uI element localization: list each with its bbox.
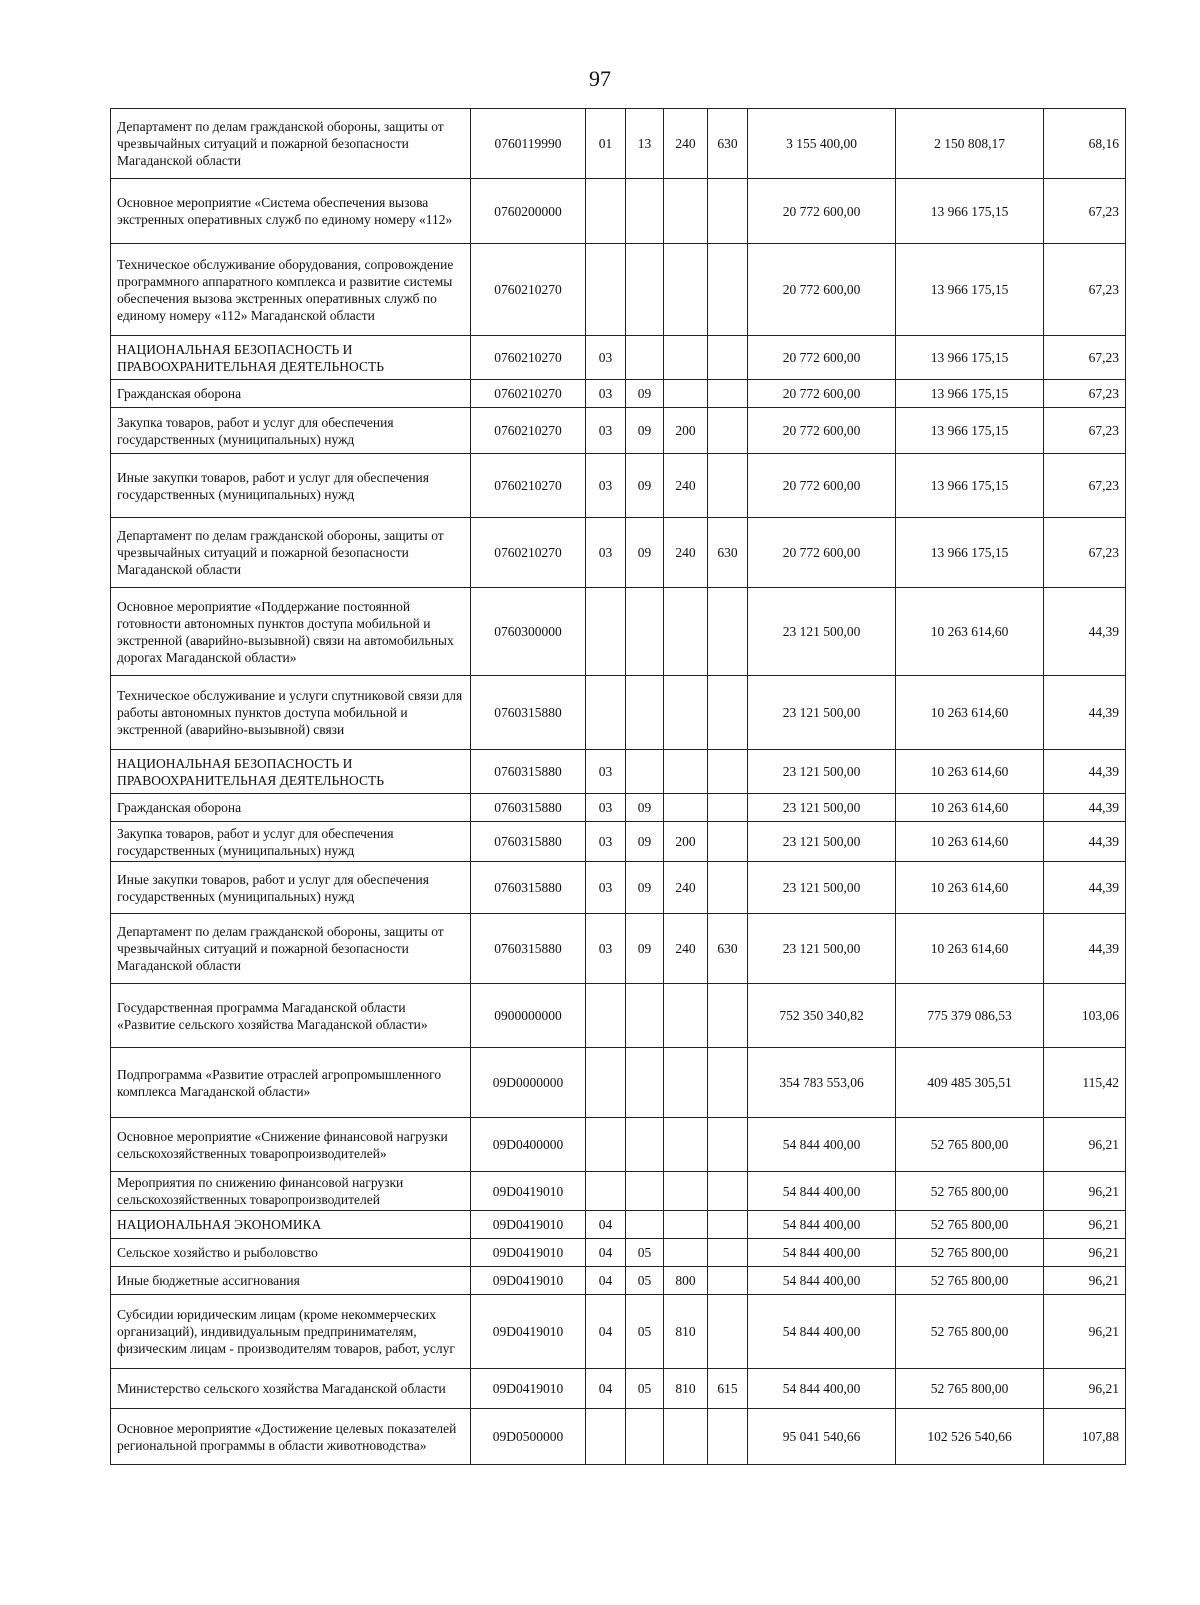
row-expense-type: 240 <box>664 862 708 914</box>
row-csr-code: 0760210270 <box>471 336 586 380</box>
row-fact-amount: 52 765 800,00 <box>896 1211 1044 1239</box>
row-plan-amount: 54 844 400,00 <box>748 1267 896 1295</box>
table-row <box>111 1172 1126 1211</box>
row-percent: 67,23 <box>1044 244 1126 336</box>
row-section: 04 <box>586 1369 626 1409</box>
row-name: Закупка товаров, работ и услуг для обеспечения государственных (муниципальных) нужд <box>111 822 471 862</box>
row-fact-amount: 102 526 540,66 <box>896 1409 1044 1465</box>
row-expense-type: 240 <box>664 109 708 179</box>
row-subsection: 05 <box>626 1267 664 1295</box>
row-subsection: 09 <box>626 518 664 588</box>
table-row <box>111 1118 1126 1172</box>
table-row <box>111 750 1126 794</box>
row-expense-type <box>664 1409 708 1465</box>
row-plan-amount: 23 121 500,00 <box>748 914 896 984</box>
row-administrator <box>708 1172 748 1211</box>
table-row <box>111 1409 1126 1465</box>
row-percent: 44,39 <box>1044 588 1126 676</box>
row-percent: 67,23 <box>1044 380 1126 408</box>
row-csr-code: 0760315880 <box>471 676 586 750</box>
row-csr-code: 0900000000 <box>471 984 586 1048</box>
row-percent: 68,16 <box>1044 109 1126 179</box>
row-section <box>586 984 626 1048</box>
row-percent: 67,23 <box>1044 518 1126 588</box>
table-row <box>111 1239 1126 1267</box>
table-row <box>111 1295 1126 1369</box>
row-section: 03 <box>586 750 626 794</box>
row-name: Техническое обслуживание и услуги спутниковой связи для работы автономных пунктов доступа мобильной и экстренной (аварийно-вызывной) связи <box>111 676 471 750</box>
row-subsection <box>626 1118 664 1172</box>
row-percent: 96,21 <box>1044 1295 1126 1369</box>
row-subsection: 09 <box>626 862 664 914</box>
row-administrator <box>708 794 748 822</box>
row-fact-amount: 52 765 800,00 <box>896 1118 1044 1172</box>
row-expense-type <box>664 750 708 794</box>
row-expense-type: 240 <box>664 914 708 984</box>
row-plan-amount: 95 041 540,66 <box>748 1409 896 1465</box>
row-csr-code: 09D0419010 <box>471 1369 586 1409</box>
row-plan-amount: 23 121 500,00 <box>748 588 896 676</box>
row-subsection <box>626 1211 664 1239</box>
row-csr-code: 0760315880 <box>471 822 586 862</box>
row-plan-amount: 23 121 500,00 <box>748 794 896 822</box>
row-administrator <box>708 1295 748 1369</box>
row-name: Департамент по делам гражданской обороны, защиты от чрезвычайных ситуаций и пожарной безопасности Магаданской области <box>111 914 471 984</box>
row-percent: 67,23 <box>1044 454 1126 518</box>
row-expense-type <box>664 794 708 822</box>
row-percent: 96,21 <box>1044 1369 1126 1409</box>
row-name: НАЦИОНАЛЬНАЯ БЕЗОПАСНОСТЬ И ПРАВООХРАНИТЕЛЬНАЯ ДЕЯТЕЛЬНОСТЬ <box>111 750 471 794</box>
row-csr-code: 09D0419010 <box>471 1295 586 1369</box>
row-percent: 96,21 <box>1044 1239 1126 1267</box>
row-plan-amount: 20 772 600,00 <box>748 244 896 336</box>
row-plan-amount: 23 121 500,00 <box>748 822 896 862</box>
row-name: Гражданская оборона <box>111 794 471 822</box>
row-fact-amount: 52 765 800,00 <box>896 1267 1044 1295</box>
row-fact-amount: 13 966 175,15 <box>896 518 1044 588</box>
row-section: 03 <box>586 822 626 862</box>
row-administrator <box>708 1409 748 1465</box>
row-fact-amount: 52 765 800,00 <box>896 1172 1044 1211</box>
row-fact-amount: 13 966 175,15 <box>896 380 1044 408</box>
row-expense-type <box>664 244 708 336</box>
row-section: 04 <box>586 1211 626 1239</box>
row-fact-amount: 13 966 175,15 <box>896 179 1044 244</box>
row-expense-type: 240 <box>664 454 708 518</box>
row-percent: 67,23 <box>1044 179 1126 244</box>
row-name: Техническое обслуживание оборудования, сопровождение программного аппаратного комплекса и развитие системы обеспечения вызова экстренных оперативных служб по единому номеру «112» Магаданской области <box>111 244 471 336</box>
row-plan-amount: 23 121 500,00 <box>748 750 896 794</box>
table-row <box>111 588 1126 676</box>
row-plan-amount: 20 772 600,00 <box>748 179 896 244</box>
row-expense-type: 800 <box>664 1267 708 1295</box>
row-percent: 115,42 <box>1044 1048 1126 1118</box>
row-section: 03 <box>586 794 626 822</box>
row-subsection: 09 <box>626 454 664 518</box>
row-section: 03 <box>586 408 626 454</box>
row-fact-amount: 2 150 808,17 <box>896 109 1044 179</box>
row-expense-type <box>664 984 708 1048</box>
row-percent: 44,39 <box>1044 794 1126 822</box>
row-fact-amount: 10 263 614,60 <box>896 676 1044 750</box>
row-section: 03 <box>586 914 626 984</box>
row-csr-code: 09D0419010 <box>471 1172 586 1211</box>
budget-table <box>110 108 1126 1465</box>
row-expense-type <box>664 676 708 750</box>
row-section <box>586 1409 626 1465</box>
row-section <box>586 588 626 676</box>
row-csr-code: 0760210270 <box>471 518 586 588</box>
row-section <box>586 1048 626 1118</box>
row-subsection: 05 <box>626 1239 664 1267</box>
row-fact-amount: 409 485 305,51 <box>896 1048 1044 1118</box>
row-administrator <box>708 1267 748 1295</box>
table-row <box>111 794 1126 822</box>
row-fact-amount: 10 263 614,60 <box>896 822 1044 862</box>
row-csr-code: 09D0419010 <box>471 1239 586 1267</box>
row-subsection <box>626 588 664 676</box>
row-name: Подпрограмма «Развитие отраслей агропромышленного комплекса Магаданской области» <box>111 1048 471 1118</box>
row-csr-code: 0760210270 <box>471 380 586 408</box>
row-plan-amount: 20 772 600,00 <box>748 380 896 408</box>
row-csr-code: 0760200000 <box>471 179 586 244</box>
row-subsection: 05 <box>626 1295 664 1369</box>
row-administrator: 630 <box>708 109 748 179</box>
row-plan-amount: 54 844 400,00 <box>748 1295 896 1369</box>
row-expense-type: 200 <box>664 408 708 454</box>
row-administrator <box>708 676 748 750</box>
row-name: НАЦИОНАЛЬНАЯ ЭКОНОМИКА <box>111 1211 471 1239</box>
row-subsection: 09 <box>626 408 664 454</box>
table-row <box>111 380 1126 408</box>
row-subsection: 09 <box>626 380 664 408</box>
table-row <box>111 676 1126 750</box>
row-expense-type <box>664 1239 708 1267</box>
row-section <box>586 179 626 244</box>
row-section <box>586 244 626 336</box>
row-section: 03 <box>586 380 626 408</box>
row-name: Департамент по делам гражданской обороны, защиты от чрезвычайных ситуаций и пожарной безопасности Магаданской области <box>111 518 471 588</box>
row-administrator: 615 <box>708 1369 748 1409</box>
row-percent: 103,06 <box>1044 984 1126 1048</box>
row-fact-amount: 13 966 175,15 <box>896 454 1044 518</box>
row-name: Основное мероприятие «Снижение финансовой нагрузки сельскохозяйственных товаропроизводителей» <box>111 1118 471 1172</box>
row-subsection <box>626 179 664 244</box>
row-plan-amount: 20 772 600,00 <box>748 408 896 454</box>
row-name: Основное мероприятие «Достижение целевых показателей региональной программы в области животноводства» <box>111 1409 471 1465</box>
row-subsection: 09 <box>626 794 664 822</box>
row-fact-amount: 52 765 800,00 <box>896 1369 1044 1409</box>
table-row <box>111 1048 1126 1118</box>
row-percent: 67,23 <box>1044 408 1126 454</box>
row-percent: 96,21 <box>1044 1172 1126 1211</box>
row-plan-amount: 54 844 400,00 <box>748 1369 896 1409</box>
row-csr-code: 0760210270 <box>471 244 586 336</box>
row-plan-amount: 54 844 400,00 <box>748 1118 896 1172</box>
row-subsection: 13 <box>626 109 664 179</box>
row-fact-amount: 10 263 614,60 <box>896 588 1044 676</box>
row-percent: 96,21 <box>1044 1118 1126 1172</box>
row-csr-code: 0760315880 <box>471 750 586 794</box>
row-percent: 44,39 <box>1044 750 1126 794</box>
row-fact-amount: 10 263 614,60 <box>896 794 1044 822</box>
row-name: Основное мероприятие «Система обеспечения вызова экстренных оперативных служб по единому номеру «112» <box>111 179 471 244</box>
row-section: 03 <box>586 454 626 518</box>
row-csr-code: 09D0419010 <box>471 1267 586 1295</box>
row-administrator <box>708 1048 748 1118</box>
row-expense-type <box>664 1211 708 1239</box>
table-row <box>111 109 1126 179</box>
table-row <box>111 518 1126 588</box>
row-name: Министерство сельского хозяйства Магаданской области <box>111 1369 471 1409</box>
row-csr-code: 0760119990 <box>471 109 586 179</box>
row-fact-amount: 13 966 175,15 <box>896 408 1044 454</box>
row-administrator <box>708 1118 748 1172</box>
row-fact-amount: 775 379 086,53 <box>896 984 1044 1048</box>
row-fact-amount: 10 263 614,60 <box>896 750 1044 794</box>
row-administrator <box>708 1211 748 1239</box>
row-subsection <box>626 676 664 750</box>
row-percent: 67,23 <box>1044 336 1126 380</box>
row-csr-code: 0760210270 <box>471 408 586 454</box>
table-row <box>111 984 1126 1048</box>
row-plan-amount: 23 121 500,00 <box>748 676 896 750</box>
row-plan-amount: 752 350 340,82 <box>748 984 896 1048</box>
table-row <box>111 244 1126 336</box>
row-plan-amount: 23 121 500,00 <box>748 862 896 914</box>
row-expense-type <box>664 588 708 676</box>
row-percent: 96,21 <box>1044 1267 1126 1295</box>
row-name: НАЦИОНАЛЬНАЯ БЕЗОПАСНОСТЬ И ПРАВООХРАНИТЕЛЬНАЯ ДЕЯТЕЛЬНОСТЬ <box>111 336 471 380</box>
row-subsection <box>626 1409 664 1465</box>
row-subsection: 05 <box>626 1369 664 1409</box>
row-section: 03 <box>586 862 626 914</box>
row-section <box>586 1172 626 1211</box>
table-row <box>111 1267 1126 1295</box>
row-administrator <box>708 380 748 408</box>
row-name: Мероприятия по снижению финансовой нагрузки сельскохозяйственных товаропроизводителей <box>111 1172 471 1211</box>
row-plan-amount: 20 772 600,00 <box>748 336 896 380</box>
row-csr-code: 09D0400000 <box>471 1118 586 1172</box>
table-row <box>111 862 1126 914</box>
row-section <box>586 676 626 750</box>
row-fact-amount: 10 263 614,60 <box>896 862 1044 914</box>
row-section <box>586 1118 626 1172</box>
row-administrator: 630 <box>708 518 748 588</box>
row-plan-amount: 54 844 400,00 <box>748 1239 896 1267</box>
row-administrator <box>708 588 748 676</box>
table-row <box>111 179 1126 244</box>
row-section: 03 <box>586 518 626 588</box>
row-name: Департамент по делам гражданской обороны, защиты от чрезвычайных ситуаций и пожарной безопасности Магаданской области <box>111 109 471 179</box>
row-name: Гражданская оборона <box>111 380 471 408</box>
row-expense-type <box>664 1048 708 1118</box>
row-expense-type: 200 <box>664 822 708 862</box>
row-administrator <box>708 244 748 336</box>
row-plan-amount: 20 772 600,00 <box>748 454 896 518</box>
table-row <box>111 1211 1126 1239</box>
row-fact-amount: 13 966 175,15 <box>896 244 1044 336</box>
row-name: Закупка товаров, работ и услуг для обеспечения государственных (муниципальных) нужд <box>111 408 471 454</box>
row-section: 04 <box>586 1267 626 1295</box>
row-expense-type <box>664 1118 708 1172</box>
row-percent: 44,39 <box>1044 676 1126 750</box>
row-name: Иные закупки товаров, работ и услуг для обеспечения государственных (муниципальных) нужд <box>111 862 471 914</box>
row-percent: 44,39 <box>1044 822 1126 862</box>
row-administrator <box>708 336 748 380</box>
row-subsection <box>626 1172 664 1211</box>
row-csr-code: 0760315880 <box>471 794 586 822</box>
row-name: Основное мероприятие «Поддержание постоянной готовности автономных пунктов доступа мобильной и экстренной (аварийно-вызывной) связи на автомобильных дорогах Магаданской области» <box>111 588 471 676</box>
table-row <box>111 408 1126 454</box>
row-csr-code: 0760210270 <box>471 454 586 518</box>
row-expense-type <box>664 1172 708 1211</box>
row-percent: 44,39 <box>1044 862 1126 914</box>
row-subsection <box>626 336 664 380</box>
row-expense-type <box>664 336 708 380</box>
row-administrator <box>708 822 748 862</box>
row-subsection <box>626 750 664 794</box>
row-administrator <box>708 984 748 1048</box>
row-fact-amount: 52 765 800,00 <box>896 1295 1044 1369</box>
row-administrator <box>708 750 748 794</box>
row-percent: 96,21 <box>1044 1211 1126 1239</box>
page-number: 97 <box>589 66 611 91</box>
row-csr-code: 0760315880 <box>471 862 586 914</box>
row-name: Государственная программа Магаданской области «Развитие сельского хозяйства Магаданской области» <box>111 984 471 1048</box>
table-row <box>111 1369 1126 1409</box>
row-fact-amount: 10 263 614,60 <box>896 914 1044 984</box>
row-fact-amount: 13 966 175,15 <box>896 336 1044 380</box>
row-plan-amount: 54 844 400,00 <box>748 1211 896 1239</box>
row-administrator <box>708 862 748 914</box>
row-subsection <box>626 244 664 336</box>
row-administrator: 630 <box>708 914 748 984</box>
row-subsection <box>626 1048 664 1118</box>
row-section: 04 <box>586 1295 626 1369</box>
row-percent: 107,88 <box>1044 1409 1126 1465</box>
row-name: Иные закупки товаров, работ и услуг для обеспечения государственных (муниципальных) нужд <box>111 454 471 518</box>
row-name: Субсидии юридическим лицам (кроме некоммерческих организаций), индивидуальным предпринимателям, физическим лицам - производителям товаров, работ, услуг <box>111 1295 471 1369</box>
row-plan-amount: 3 155 400,00 <box>748 109 896 179</box>
table-row <box>111 822 1126 862</box>
row-expense-type: 810 <box>664 1369 708 1409</box>
row-plan-amount: 20 772 600,00 <box>748 518 896 588</box>
table-row <box>111 454 1126 518</box>
table-row <box>111 336 1126 380</box>
row-csr-code: 0760300000 <box>471 588 586 676</box>
row-section: 03 <box>586 336 626 380</box>
row-subsection: 09 <box>626 822 664 862</box>
row-csr-code: 09D0000000 <box>471 1048 586 1118</box>
table-row <box>111 914 1126 984</box>
row-administrator <box>708 1239 748 1267</box>
row-name: Иные бюджетные ассигнования <box>111 1267 471 1295</box>
row-fact-amount: 52 765 800,00 <box>896 1239 1044 1267</box>
row-expense-type: 240 <box>664 518 708 588</box>
row-section: 04 <box>586 1239 626 1267</box>
row-administrator <box>708 179 748 244</box>
row-csr-code: 09D0419010 <box>471 1211 586 1239</box>
row-percent: 44,39 <box>1044 914 1126 984</box>
row-subsection <box>626 984 664 1048</box>
row-expense-type <box>664 179 708 244</box>
row-plan-amount: 354 783 553,06 <box>748 1048 896 1118</box>
row-csr-code: 09D0500000 <box>471 1409 586 1465</box>
row-subsection: 09 <box>626 914 664 984</box>
row-expense-type: 810 <box>664 1295 708 1369</box>
row-expense-type <box>664 380 708 408</box>
row-csr-code: 0760315880 <box>471 914 586 984</box>
row-plan-amount: 54 844 400,00 <box>748 1172 896 1211</box>
row-administrator <box>708 408 748 454</box>
row-name: Сельское хозяйство и рыболовство <box>111 1239 471 1267</box>
row-section: 01 <box>586 109 626 179</box>
row-administrator <box>708 454 748 518</box>
